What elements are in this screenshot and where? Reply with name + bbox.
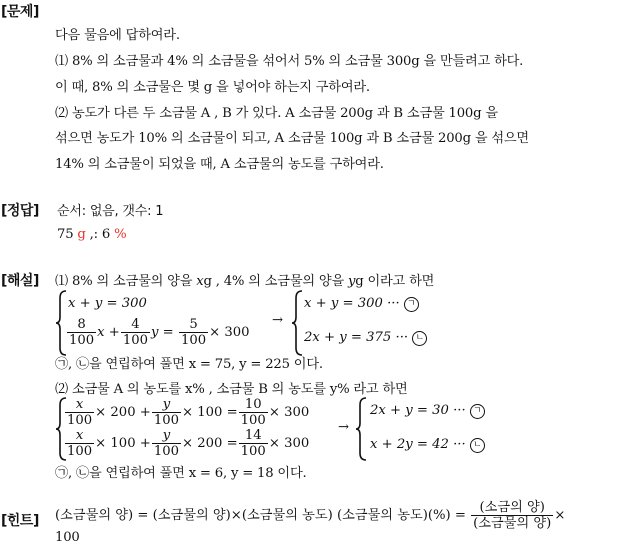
frac-8-100: $\frac{8}{100}$ xyxy=(69,317,95,348)
hint-tag: [힌트] xyxy=(1,513,39,529)
answer-values xyxy=(57,227,126,242)
answer-separator: ,: 6 xyxy=(89,227,111,242)
problem-q1-line1: ⑴ 8% 의 소금물과 4% 의 소금물을 섞어서 5% 의 소금물 300g 을 만들려고 하다. xyxy=(55,54,524,69)
eq2-times-300: × 300 xyxy=(209,325,250,340)
system1-result-brace xyxy=(292,290,304,356)
p1-intro-text-b: g , 4% 의 소금물의 양을 xyxy=(203,274,348,289)
system1-arrow: → xyxy=(272,313,284,328)
system1-result-1: x + y = 300 ··· ㄱ xyxy=(304,296,419,312)
frac-4-100: $\frac{4}{100}$ xyxy=(122,317,149,348)
system2-result-1: 2x + y = 30 ··· ㄱ xyxy=(370,403,485,419)
problem-q1-line2: 이 때, 8% 의 소금물은 몇 g 을 넣어야 하는지 구하여라. xyxy=(55,80,370,95)
answer-unit-2: % xyxy=(114,227,127,242)
frac-x-100-b: $\frac{x}{100}$ xyxy=(67,428,93,459)
hint-text: (소금물의 양) = (소금물의 양)×(소금물의 농도) (소금물의 농도)(%) = xyxy=(55,508,466,523)
frac-y-100-b: $\frac{y}{100}$ xyxy=(153,428,179,459)
problem-tag: [문제] xyxy=(1,4,39,20)
problem-intro: 다음 물음에 답하여라. xyxy=(55,28,180,43)
answer-tag: [정답] xyxy=(1,203,39,219)
system2-eq1: $\frac{x}{100}$ × 200 + $\frac{y}{100}$ × 100 = $\frac{10}{100}$ × 300 xyxy=(67,397,310,428)
system2-eq2: $\frac{x}{100}$ × 100 + $\frac{y}{100}$ × 200 = $\frac{14}{100}$ × 300 xyxy=(67,428,310,459)
hint-formula xyxy=(55,500,565,531)
label-circle-1b-icon: ㄱ xyxy=(470,404,485,419)
frac-x-100: $\frac{x}{100}$ xyxy=(67,397,93,428)
frac-5-100: $\frac{5}{100}$ xyxy=(180,317,207,348)
eq2-x-plus: x + xyxy=(97,325,120,340)
label-circle-1-icon: ㄱ xyxy=(404,297,419,312)
system2-arrow: → xyxy=(338,420,350,435)
p1-intro-x: x xyxy=(196,274,204,289)
explanation-p1-result: ㉠, ㉡을 연립하여 풀면 x = 75, y = 225 이다. xyxy=(55,357,323,372)
explanation-tag: [해설] xyxy=(1,273,39,289)
p1-intro-text-c: g 이라고 하면 xyxy=(355,274,435,289)
explanation-p2-intro: ⑵ 소금물 A 의 농도를 x% , 소금물 B 의 농도를 y% 라고 하면 xyxy=(55,382,408,397)
frac-14-100: $\frac{14}{100}$ xyxy=(240,428,266,459)
system1-eq2 xyxy=(66,317,250,348)
system2-result-brace xyxy=(356,397,368,461)
answer-value-1: 75 xyxy=(57,227,74,242)
frac-10-100: $\frac{10}{100}$ xyxy=(240,397,266,428)
problem-q2-line1: ⑵ 농도가 다른 두 소금물 A , B 가 있다. A 소금물 200g 과 B 소금물 100g 을 xyxy=(55,106,498,121)
explanation-p2-result: ㉠, ㉡을 연립하여 풀면 x = 6, y = 18 이다. xyxy=(55,466,307,481)
hint-fraction: $\frac{\text{(소금의 양)}}{\text{(소금물의 양)}}$ xyxy=(473,500,552,531)
p1-intro-y: y xyxy=(347,274,356,289)
hint-times: × xyxy=(554,508,566,523)
frac-y-100: $\frac{y}{100}$ xyxy=(153,397,179,428)
system2-result-2: x + 2y = 42 ··· ㄴ xyxy=(370,437,485,453)
answer-unit-1: g xyxy=(77,227,86,242)
label-circle-2b-icon: ㄴ xyxy=(470,438,485,453)
problem-q2-line2: 섞으면 농도가 10% 의 소금물이 되고, A 소금물 100g 과 B 소금물 200g 을 섞으면 xyxy=(55,131,529,146)
problem-q2-line3: 14% 의 소금물이 되었을 때, A 소금물의 농도를 구하여라. xyxy=(55,157,384,172)
hint-tail: 100 xyxy=(55,530,80,545)
answer-meta: 순서: 없음, 갯수: 1 xyxy=(57,204,164,219)
label-circle-2-icon: ㄴ xyxy=(412,331,427,346)
eq2-y-eq: y = xyxy=(151,325,174,340)
system1-eq1: x + y = 300 xyxy=(68,296,147,311)
p1-intro-text-a: ⑴ 8% 의 소금물의 양을 xyxy=(55,274,197,289)
system1-result-2: 2x + y = 375 ··· ㄴ xyxy=(304,330,427,346)
explanation-p1-intro xyxy=(55,270,434,289)
